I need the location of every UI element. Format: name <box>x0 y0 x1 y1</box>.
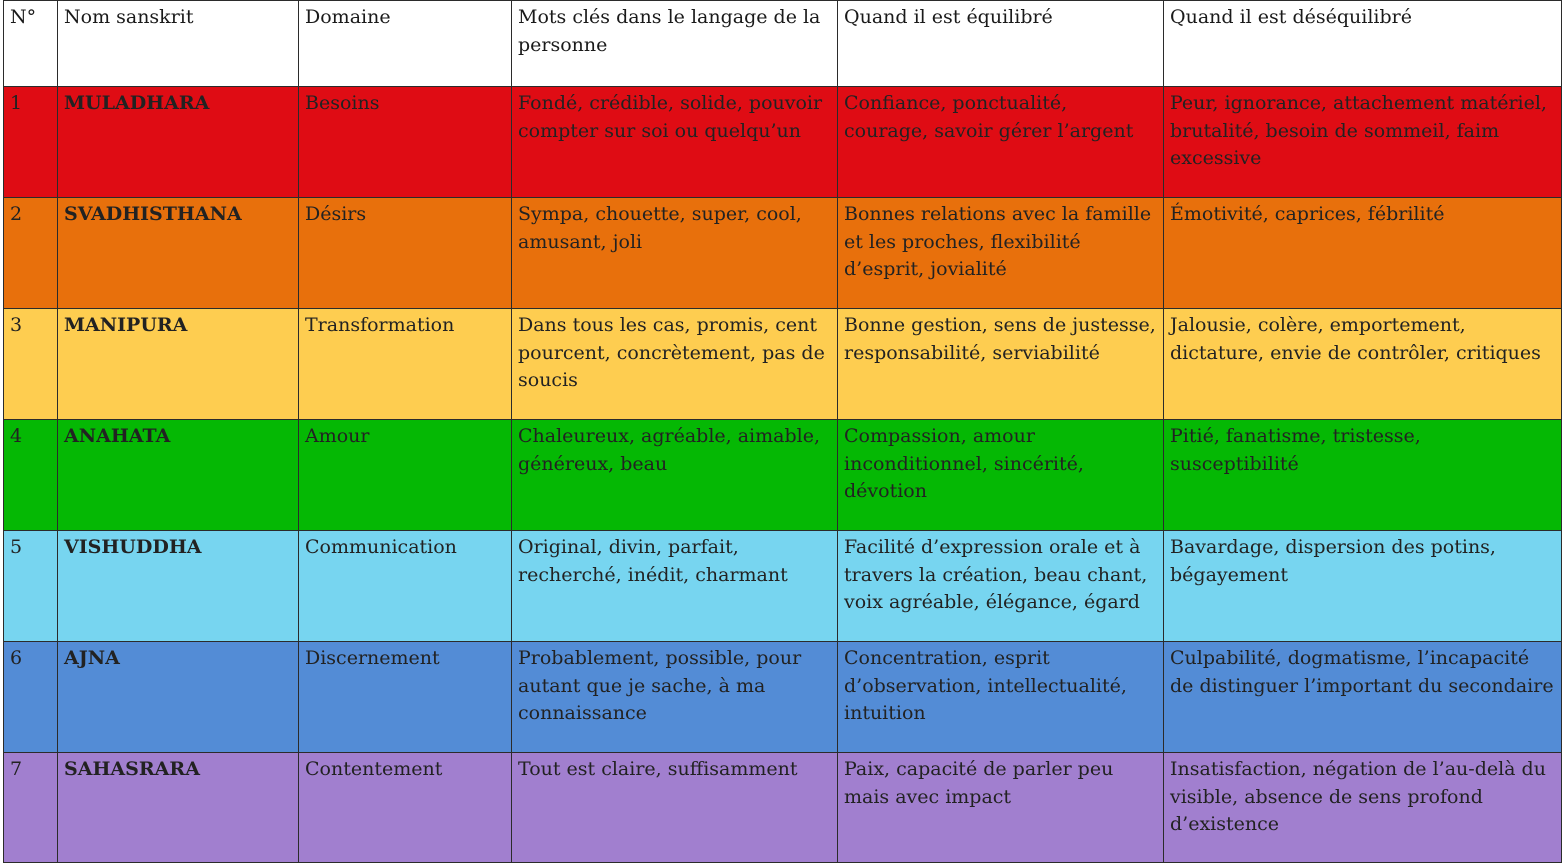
cell-unbalanced: Pitié, fanatisme, tristesse, susceptibilité <box>1164 420 1562 531</box>
cell-keywords: Original, divin, parfait, recherché, inédit, charmant <box>512 531 838 642</box>
header-number: N° <box>4 1 58 87</box>
cell-balanced: Concentration, esprit d’observation, intellectualité, intuition <box>838 642 1164 753</box>
cell-unbalanced: Jalousie, colère, emportement, dictature, envie de contrôler, critiques <box>1164 309 1562 420</box>
cell-domain: Communication <box>299 531 512 642</box>
cell-sanskrit-name: VISHUDDHA <box>58 531 299 642</box>
header-sanskrit-name: Nom sanskrit <box>58 1 299 87</box>
cell-unbalanced: Culpabilité, dogmatisme, l’incapacité de distinguer l’important du secondaire <box>1164 642 1562 753</box>
cell-sanskrit-name: SVADHISTHANA <box>58 198 299 309</box>
table-row <box>4 198 1562 309</box>
cell-balanced: Facilité d’expression orale et à travers la création, beau chant, voix agréable, élégance, égard <box>838 531 1164 642</box>
header-row <box>4 1 1562 87</box>
chakra-table <box>3 0 1562 863</box>
table-row <box>4 642 1562 753</box>
cell-sanskrit-name: AJNA <box>58 642 299 753</box>
cell-keywords: Dans tous les cas, promis, cent pourcent, concrètement, pas de soucis <box>512 309 838 420</box>
table-row <box>4 753 1562 863</box>
cell-balanced: Paix, capacité de parler peu mais avec impact <box>838 753 1164 863</box>
header-keywords: Mots clés dans le langage de la personne <box>512 1 838 87</box>
cell-keywords: Chaleureux, agréable, aimable, généreux, beau <box>512 420 838 531</box>
table-row <box>4 87 1562 198</box>
cell-number: 5 <box>4 531 58 642</box>
header-domain: Domaine <box>299 1 512 87</box>
table-row <box>4 309 1562 420</box>
cell-unbalanced: Émotivité, caprices, fébrilité <box>1164 198 1562 309</box>
cell-number: 6 <box>4 642 58 753</box>
cell-unbalanced: Bavardage, dispersion des potins, bégayement <box>1164 531 1562 642</box>
cell-keywords: Sympa, chouette, super, cool, amusant, joli <box>512 198 838 309</box>
table-row <box>4 531 1562 642</box>
cell-balanced: Confiance, ponctualité, courage, savoir gérer l’argent <box>838 87 1164 198</box>
cell-sanskrit-name: SAHASRARA <box>58 753 299 863</box>
cell-domain: Discernement <box>299 642 512 753</box>
cell-keywords: Tout est claire, suffisamment <box>512 753 838 863</box>
cell-unbalanced: Peur, ignorance, attachement matériel, brutalité, besoin de sommeil, faim excessive <box>1164 87 1562 198</box>
cell-number: 7 <box>4 753 58 863</box>
cell-unbalanced: Insatisfaction, négation de l’au-delà du visible, absence de sens profond d’existence <box>1164 753 1562 863</box>
cell-balanced: Bonne gestion, sens de justesse, responsabilité, serviabilité <box>838 309 1164 420</box>
cell-sanskrit-name: MANIPURA <box>58 309 299 420</box>
cell-number: 4 <box>4 420 58 531</box>
cell-keywords: Probablement, possible, pour autant que je sache, à ma connaissance <box>512 642 838 753</box>
cell-balanced: Bonnes relations avec la famille et les proches, flexibilité d’esprit, jovialité <box>838 198 1164 309</box>
cell-keywords: Fondé, crédible, solide, pouvoir compter sur soi ou quelqu’un <box>512 87 838 198</box>
cell-domain: Contentement <box>299 753 512 863</box>
cell-domain: Amour <box>299 420 512 531</box>
cell-sanskrit-name: ANAHATA <box>58 420 299 531</box>
table-row <box>4 420 1562 531</box>
cell-domain: Transformation <box>299 309 512 420</box>
cell-domain: Besoins <box>299 87 512 198</box>
cell-sanskrit-name: MULADHARA <box>58 87 299 198</box>
cell-balanced: Compassion, amour inconditionnel, sincérité, dévotion <box>838 420 1164 531</box>
header-balanced: Quand il est équilibré <box>838 1 1164 87</box>
header-unbalanced: Quand il est déséquilibré <box>1164 1 1562 87</box>
cell-number: 1 <box>4 87 58 198</box>
cell-number: 3 <box>4 309 58 420</box>
cell-domain: Désirs <box>299 198 512 309</box>
cell-number: 2 <box>4 198 58 309</box>
